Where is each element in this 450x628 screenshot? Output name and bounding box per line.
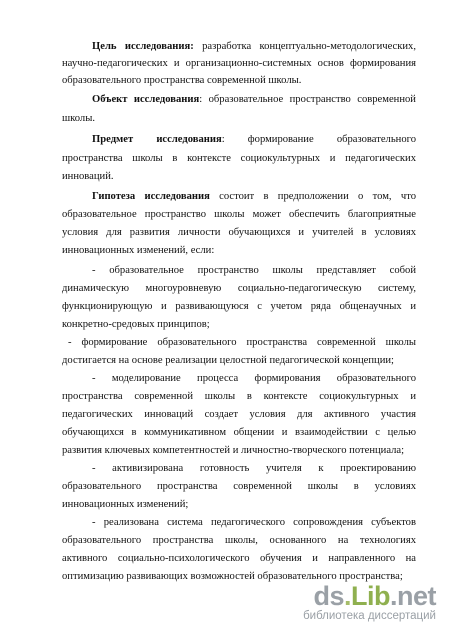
subject-line-3: инноваций. bbox=[62, 171, 114, 182]
goal-label: Цель исследования: bbox=[92, 41, 194, 52]
object-line-2: школы. bbox=[62, 113, 95, 124]
item-1-line-3: функционирующую и развивающуюся с учетом ряда общенаучных и bbox=[62, 301, 416, 312]
subject-label-group bbox=[156, 134, 224, 145]
item-3-line-4: обучающихся в коммуникативном общении и взаимодействии с целью bbox=[62, 427, 416, 438]
item-1-line-4: конкретно-средовых принципов; bbox=[62, 319, 210, 330]
goal-line-2: научно-педагогических и организационно-системных основ формирования bbox=[62, 58, 416, 69]
dslib-watermark bbox=[303, 581, 438, 622]
item-1-line-2: динамическую многоуровневую социально-педагогическую систему, bbox=[62, 283, 416, 294]
object-line-1 bbox=[92, 93, 416, 106]
hypothesis-text-1: состоит в предположении о том, что bbox=[219, 191, 416, 202]
item-5-line-2: образовательного пространства школы, основанного на технологиях bbox=[62, 535, 416, 546]
subject-label-1: Предмет bbox=[92, 134, 134, 145]
logo-ds: ds bbox=[313, 581, 344, 611]
item-2-line-2: достигается на основе реализации целостной педагогической концепции; bbox=[62, 355, 394, 366]
subject-colon: : bbox=[221, 134, 225, 145]
item-4-line-2: образовательного пространства современной школы в условиях bbox=[62, 481, 416, 492]
hypothesis-line-3: условия для развития личности обучающихся и учителей в условиях bbox=[62, 227, 416, 238]
goal-text-1: разработка концептуально-методологических, bbox=[202, 41, 416, 52]
item-4-line-3: инновационных изменений; bbox=[62, 499, 189, 510]
dslib-subtitle: библиотека диссертаций bbox=[303, 610, 436, 622]
item-5-line-4: оптимизацию развивающих возможностей образовательного пространства; bbox=[62, 571, 403, 582]
item-3-line-1: - моделирование процесса формирования образовательного bbox=[92, 373, 416, 384]
logo-lib: Lib bbox=[350, 581, 390, 611]
item-5-line-3: активного социально-психологического обучения и направленного на bbox=[62, 553, 416, 564]
subject-line-2: пространства школы в контексте социокультурных и педагогических bbox=[62, 153, 416, 164]
item-3-line-5: развития ключевых компетентностей и личностно-творческого потенциала; bbox=[62, 445, 405, 456]
item-5-line-1: - реализована система педагогического сопровождения субъектов bbox=[92, 517, 416, 528]
item-3-line-2: пространства современной школы в контексте социокультурных и bbox=[62, 391, 416, 402]
object-text-1: : образовательное пространство современной bbox=[199, 94, 416, 105]
subject-word-1: формирование bbox=[247, 134, 314, 145]
dslib-logo bbox=[313, 582, 436, 610]
hypothesis-line-2: образовательное пространство школы может обеспечить благоприятные bbox=[62, 209, 416, 220]
subject-word-2: образовательного bbox=[336, 134, 417, 145]
hypothesis-line-1 bbox=[92, 190, 416, 203]
logo-net: .net bbox=[389, 581, 436, 611]
object-label: Объект исследования bbox=[92, 94, 200, 105]
hypothesis-label: Гипотеза исследования bbox=[92, 191, 210, 202]
item-2-line-1: - формирование образовательного пространства современной школы bbox=[68, 337, 416, 348]
hypothesis-line-4: инновационных изменений, если: bbox=[62, 245, 215, 256]
goal-line-3: образовательного пространства современной школы. bbox=[62, 75, 302, 86]
item-4-line-1: - активизирована готовность учителя к проектированию bbox=[92, 463, 416, 474]
item-1-line-1: - образовательное пространство школы представляет собой bbox=[92, 265, 416, 276]
item-3-line-3: педагогических инноваций создает условия для активного участия bbox=[62, 409, 416, 420]
goal-line-1 bbox=[92, 40, 416, 53]
subject-line-1 bbox=[92, 133, 416, 146]
logo-dot: . bbox=[343, 581, 351, 611]
subject-label-2: исследования bbox=[156, 134, 222, 145]
